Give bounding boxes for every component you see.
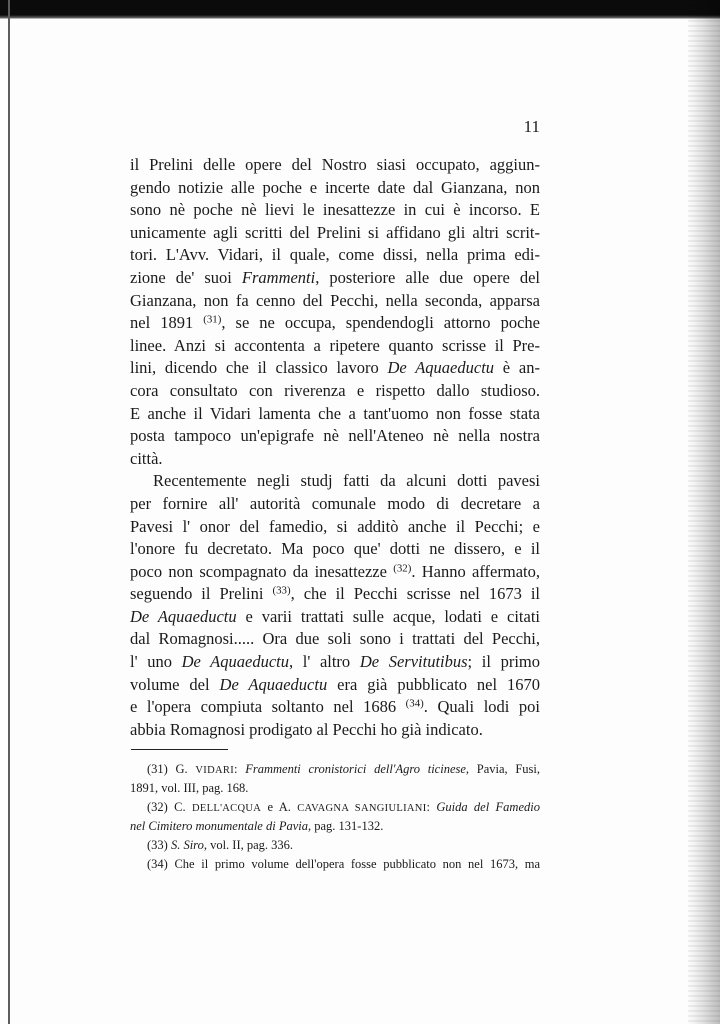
text-run: seguendo il Prelini (130, 584, 273, 604)
text-line (130, 696, 540, 719)
text-run: , posteriore alle due opere del (315, 267, 540, 287)
paragraph (130, 470, 540, 741)
text-run: volume del (130, 674, 220, 694)
text-run: il Prelini delle opere del Nostro siasi occupato, aggiun- (130, 155, 540, 174)
footnote (130, 855, 540, 874)
text-run: : (234, 762, 246, 776)
text-line (130, 628, 540, 651)
text-run: E anche il Vidari lamenta che a tant'uomo non fosse stata (130, 403, 540, 423)
text-run: unicamente agli scritti del Prelini si affidano gli altri scrit- (130, 222, 540, 242)
text-line (130, 222, 540, 245)
text-run: , che il Pecchi scrisse nel 1673 il (290, 584, 540, 604)
text-line (130, 425, 540, 448)
footnote (130, 760, 540, 798)
text-run: (31) G. (147, 762, 196, 776)
text-run: abbia Romagnosi prodigato al Pecchi ho già indicato. (130, 719, 483, 739)
footnote-ref: (34) (405, 697, 424, 710)
text-run: Pavesi l' onor del famedio, si additò anche il Pecchi; e (130, 516, 540, 536)
body-text (130, 154, 540, 741)
text-line (130, 798, 540, 817)
text-line (130, 651, 540, 674)
text-run: Recentemente negli studj fatti da alcuni dotti pavesi (153, 471, 540, 491)
text-run: dal Romagnosi..... Ora due soli sono i trattati del Pecchi, (130, 629, 540, 649)
text-line (130, 154, 540, 177)
text-line (130, 583, 540, 606)
scan-left-edge (8, 0, 10, 1024)
text-run: (34) Che il primo volume dell'opera fosse pubblicato non nel 1673, ma (147, 857, 540, 871)
italic-text: De Aquaeductu (387, 358, 495, 378)
italic-text: Frammenti cronistorici dell'Agro ticinese (245, 762, 466, 776)
text-line (130, 403, 540, 426)
footnote (130, 798, 540, 836)
footnote (130, 836, 540, 855)
small-caps-text: CAVAGNA SANGIULIANI (297, 803, 427, 814)
italic-text: Guida del Famedio (436, 800, 540, 814)
text-run: cora consultato con riverenza e rispetto dallo studioso. (130, 380, 540, 400)
text-run: zione de' suoi (130, 267, 242, 287)
text-run: 1891, vol. III, pag. 168. (130, 781, 249, 795)
text-run: e varii trattati sulle acque, lodati e citati (236, 606, 540, 626)
text-line (130, 719, 540, 742)
text-run: nel 1891 (130, 313, 204, 333)
text-line (130, 312, 540, 335)
text-line (130, 674, 540, 697)
text-line (130, 606, 540, 629)
text-line (130, 779, 540, 798)
footnote-rule (131, 749, 228, 750)
italic-text: De Aquaeductu (130, 606, 237, 626)
text-run: . Hanno affermato, (411, 561, 540, 581)
text-run: l' uno (130, 652, 182, 672)
paragraph (130, 154, 540, 470)
text-line (130, 267, 540, 290)
text-run: era già pubblicato nel 1670 (327, 674, 540, 694)
italic-text: S. Siro (170, 838, 204, 852)
text-line (130, 290, 540, 313)
text-run: , pag. 131-132. (307, 819, 384, 833)
text-run: per fornire all' autorità comunale modo di decretare a (130, 493, 540, 513)
footnote-ref: (33) (272, 584, 291, 597)
text-run: poco non scompagnato da inesattezze (130, 561, 394, 581)
text-line (130, 244, 540, 267)
italic-text: De Servitutibus (359, 652, 468, 672)
text-line (130, 836, 540, 855)
text-run: città. (130, 448, 163, 468)
text-line (130, 855, 540, 874)
text-run: : (426, 800, 437, 814)
text-run: gendo notizie alle poche e incerte date dal Gianzana, non (130, 177, 540, 197)
text-run: e A. (261, 800, 298, 814)
text-run: l'onore fu decretato. Ma poco que' dotti ne dissero, e il (130, 539, 540, 559)
text-line (130, 199, 540, 222)
page-number: 11 (523, 117, 540, 136)
italic-text: Frammenti (241, 267, 316, 287)
text-run: sono nè poche nè lievi le inesattezze in cui è incorso. E (130, 200, 540, 220)
text-run: Gianzana, non fa cenno del Pecchi, nella seconda, apparsa (130, 290, 540, 310)
text-line (130, 335, 540, 358)
text-run: , vol. II, pag. 336. (203, 838, 294, 852)
footnote-ref: (31) (203, 313, 222, 326)
scan-top-shadow (0, 0, 720, 19)
text-line (130, 177, 540, 200)
text-run: tori. L'Avv. Vidari, il quale, come dissi, nella prima edi- (130, 245, 540, 265)
small-caps-text: VIDARI (195, 765, 235, 776)
text-run: posta tampoco un'epigrafe nè nell'Ateneo nè nella nostra (130, 426, 540, 446)
text-run: , Pavia, Fusi, (465, 762, 541, 776)
text-run: . Quali lodi poi (423, 697, 540, 717)
scan-right-shadow (688, 0, 720, 1024)
text-line (130, 561, 540, 584)
text-line (130, 538, 540, 561)
italic-text: De Aquaeductu (181, 652, 289, 672)
text-run: linee. Anzi si accontenta a ripetere quanto scrisse il Pre- (130, 335, 540, 355)
text-run: , se ne occupa, spendendogli attorno poche (221, 313, 540, 333)
text-line (130, 760, 540, 779)
text-line (130, 817, 540, 836)
text-line (130, 516, 540, 539)
italic-text: nel Cimitero monumentale di Pavia (130, 819, 308, 833)
text-run: , l' altro (288, 652, 360, 672)
footnotes (130, 760, 540, 874)
text-line (130, 357, 540, 380)
text-line (130, 448, 540, 471)
italic-text: De Aquaeductu (219, 674, 328, 694)
text-run: lini, dicendo che il classico lavoro (130, 358, 388, 378)
text-line (130, 493, 540, 516)
text-line (130, 380, 540, 403)
text-line (130, 470, 540, 493)
text-run: (33) (147, 838, 171, 852)
text-run: e l'opera compiuta soltanto nel 1686 (130, 697, 406, 717)
footnote-ref: (32) (393, 562, 412, 575)
text-run: è an- (494, 358, 540, 378)
small-caps-text: DELL'ACQUA (191, 803, 262, 814)
text-run: (32) C. (147, 800, 192, 814)
text-run: ; il primo (467, 652, 540, 672)
